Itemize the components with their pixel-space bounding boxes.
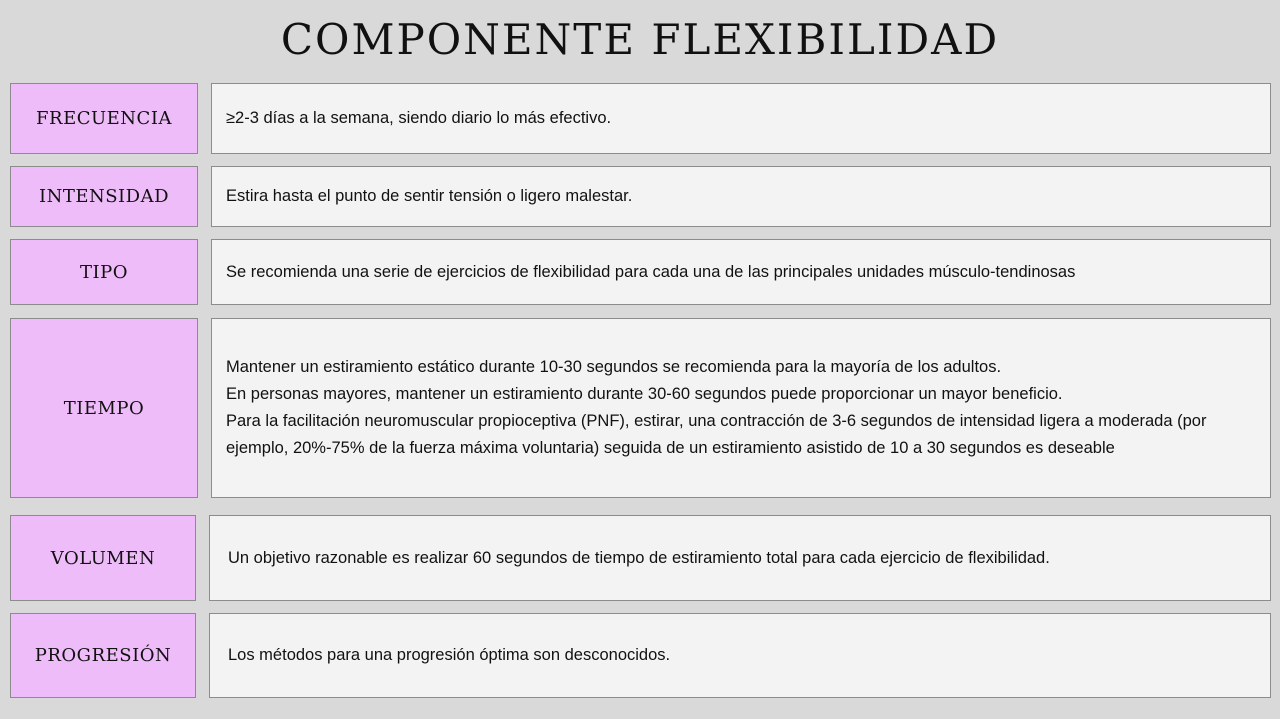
label-tipo	[10, 239, 198, 305]
label-intensidad-text: INTENSIDAD	[38, 186, 170, 207]
label-tiempo	[10, 318, 198, 498]
label-frecuencia-text: FRECUENCIA	[36, 108, 172, 129]
content-tipo	[211, 239, 1271, 305]
label-frecuencia	[10, 83, 198, 154]
content-tiempo-line-1: Mantener un estiramiento estático durante 10-30 segundos se recomienda para la mayoría de los adultos.	[226, 358, 1002, 376]
content-volumen-text: Un objetivo razonable es realizar 60 segundos de tiempo de estiramiento total para cada ejercicio de flexibilidad.	[228, 548, 1050, 567]
label-volumen-text: VOLUMEN	[50, 547, 156, 569]
page-title: COMPONENTE FLEXIBILIDAD	[280, 15, 1000, 64]
content-intensidad	[211, 166, 1271, 227]
label-tipo-text: TIPO	[80, 261, 128, 283]
label-tiempo-text: TIEMPO	[63, 397, 145, 419]
content-tipo-text: Se recomienda una serie de ejercicios de flexibilidad para cada una de las principales unidades músculo-tendinosas	[226, 262, 1076, 281]
content-intensidad-text: Estira hasta el punto de sentir tensión o ligero malestar.	[226, 187, 633, 205]
content-frecuencia-text: ≥2-3 días a la semana, siendo diario lo más efectivo.	[226, 109, 612, 127]
content-tiempo-line-2: En personas mayores, mantener un estiramiento durante 30-60 segundos puede proporcionar un mayor beneficio.	[226, 385, 1063, 403]
content-progresion-text: Los métodos para una progresión óptima son desconocidos.	[228, 646, 671, 664]
content-volumen	[209, 515, 1271, 601]
content-tiempo-lines	[226, 354, 1256, 462]
label-volumen	[10, 515, 196, 601]
label-intensidad	[10, 166, 198, 227]
content-tiempo-line-3: Para la facilitación neuromuscular propioceptiva (PNF), estirar, una contracción de 3-6 segundos de intensidad ligera a moderada (por ejemplo, 20%-75% de la fuerza máxima voluntaria) seguida de un estiramiento asistido de 10 a 30 segundos es deseable	[226, 412, 1207, 457]
label-progresion-text: PROGRESIÓN	[34, 645, 172, 666]
content-frecuencia	[211, 83, 1271, 154]
label-progresion	[10, 613, 196, 698]
content-tiempo	[211, 318, 1271, 498]
content-progresion	[209, 613, 1271, 698]
